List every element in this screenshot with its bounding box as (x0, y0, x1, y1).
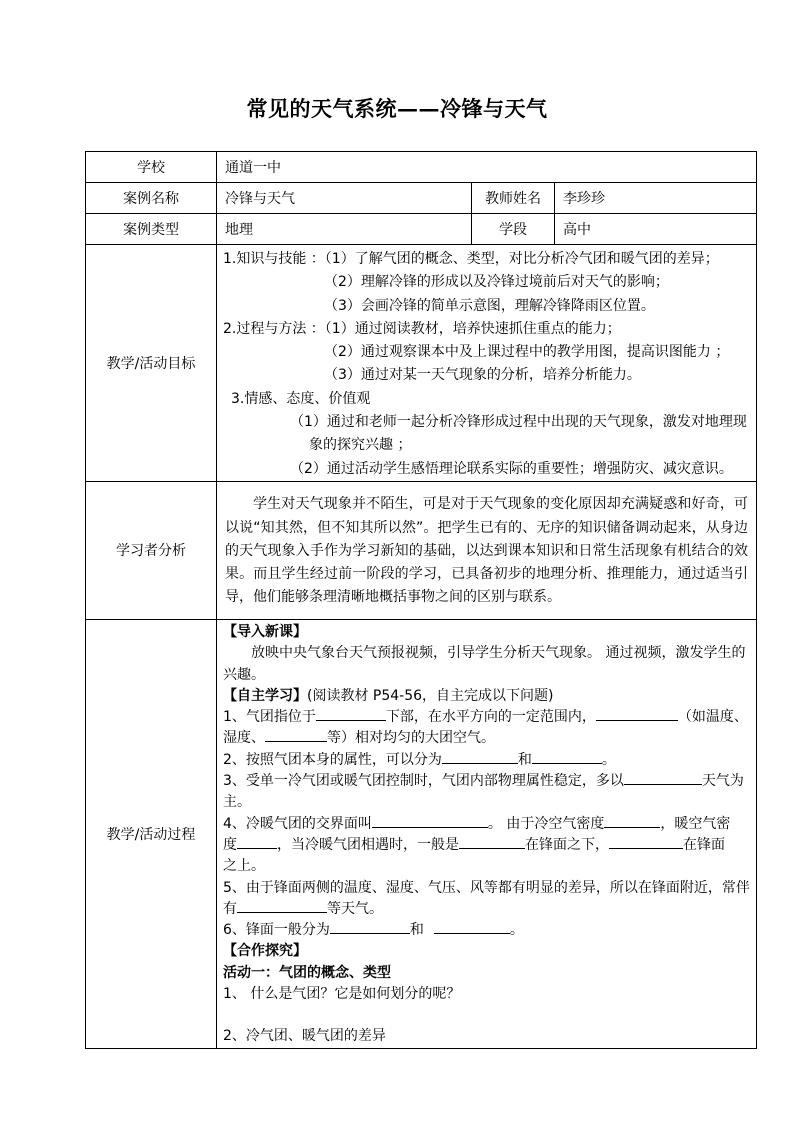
row-case-name (86, 183, 757, 214)
objective-line: （2）通过活动学生感悟理论联系实际的重要性；增强防灾、减灾意识。 (290, 460, 733, 477)
objective-line: 2.过程与方法 ：（1）通过阅读教材，培养快速抓住重点的能力； (223, 320, 621, 337)
row-case-type (86, 214, 757, 245)
objective-line: 象的探究兴趣 ； (309, 437, 412, 454)
case-type-label: 案例类型 (86, 214, 217, 245)
objective-line: （1）通过和老师一起分析冷锋形成过程中出现的天气现象，激发对地理现 (290, 414, 747, 431)
objective-line: （3）会画冷锋的简单示意图，理解冷锋降雨区位置。 (324, 297, 655, 314)
school-value: 通道一中 (217, 152, 757, 183)
case-name-label: 案例名称 (86, 183, 217, 214)
process-content (217, 619, 757, 1048)
process-label: 教学/活动过程 (86, 619, 217, 1048)
answer-blank[interactable] (624, 771, 702, 785)
question-1-cont: 湿度、 等）相对均匀的大团空气。 (223, 730, 495, 747)
intro-heading: 【导入新课】 (223, 623, 307, 640)
self-study-line (223, 686, 750, 707)
objective-line: 3.情感、态度、价值观 (231, 390, 371, 407)
objective-line: （3）通过对某一天气现象的分析，培养分析能力。 (324, 367, 641, 384)
objective-line: （2）通过观察课本中及上课过程中的教学用图，提高识图能力 ； (324, 344, 730, 361)
school-label: 学校 (86, 152, 217, 183)
case-name-value: 冷锋与天气 (217, 183, 472, 214)
teacher-name-label: 教师姓名 (472, 183, 555, 214)
question-2: 2、按照气团本身的属性，可以分为 和 。 (223, 751, 616, 768)
answer-blank[interactable] (442, 750, 518, 764)
question-4-end: 之上。 (223, 858, 265, 875)
objectives-label: 教学/活动目标 (86, 245, 217, 482)
answer-blank[interactable] (434, 920, 510, 934)
spacer (223, 1005, 750, 1026)
question-4: 4、冷暖气团的交界面叫 。 由于冷空气密度 ，暖空气密 (223, 815, 731, 832)
learner-paragraph: 学生对天气现象并不陌生，可是对于天气现象的变化原因却充满疑惑和好奇，可以说“知其然，但不知其所以然”。把学生已有的、无序的知识储备调动起来，从身边的天气现象入手作为学习新知的基础，以达到课本知识和日常生活现象有机结合的效果。而且学生经过前一阶段的学习，已具备初步的地理分析、推理能力，通过适当引导，他们能够条理清晰地概括事物之间的区别与联系。 (225, 496, 749, 606)
answer-blank[interactable] (316, 707, 386, 721)
row-school (86, 152, 757, 183)
answer-blank[interactable] (604, 814, 660, 828)
answer-blank[interactable] (265, 728, 327, 742)
question-6: 6、锋面一般分为 和 。 (223, 922, 524, 939)
lesson-plan-table (85, 151, 757, 1049)
objectives-content (217, 245, 757, 482)
learner-label: 学习者分析 (86, 481, 217, 619)
case-type-value: 地理 (217, 214, 472, 245)
objective-line: （2）理解冷锋的形成以及冷锋过境前后对天气的影响； (324, 274, 669, 291)
question-3: 3、受单一冷气团或暖气团控制时，气团内部物理属性稳定，多以 天气为 (223, 773, 744, 790)
question-4-cont: 度 ，当冷暖气团相遇时，一般是 在锋面之下， 在锋面 (223, 836, 725, 853)
teacher-name-value: 李珍珍 (555, 183, 757, 214)
question-5: 5、由于锋面两侧的温度、湿度、气压、风等都有明显的差异，所以在锋面附近，常伴 (223, 879, 750, 896)
row-process (86, 619, 757, 1048)
stage-label: 学段 (472, 214, 555, 245)
coop-heading: 【合作探究】 (223, 943, 307, 960)
learner-content (217, 481, 757, 619)
stage-value: 高中 (555, 214, 757, 245)
activity-question-1: 1、 什么是气团？它是如何划分的呢？ (223, 986, 461, 1003)
answer-blank[interactable] (532, 750, 602, 764)
question-5-cont: 有 等天气。 (223, 900, 383, 917)
activity-1-title: 活动一：气团的概念、类型 (223, 964, 391, 981)
question-3-cont: 主。 (223, 794, 251, 811)
answer-blank[interactable] (237, 899, 327, 913)
row-learner-analysis (86, 481, 757, 619)
answer-blank[interactable] (596, 707, 678, 721)
objective-line: 1.知识与技能 ：（1）了解气团的概念、类型，对比分析冷气团和暖气团的差异； (223, 251, 719, 267)
self-study-note: (阅读教材 P54-56，自主完成以下问题) (307, 687, 554, 704)
question-1: 1、气团指位于 下部，在水平方向的一定范围内， （如温度、 (223, 709, 748, 726)
row-objectives (86, 245, 757, 482)
self-study-heading: 【自主学习】 (223, 687, 307, 704)
answer-blank[interactable] (237, 835, 277, 849)
answer-blank[interactable] (372, 814, 488, 828)
intro-line: 兴趣。 (223, 666, 265, 683)
answer-blank[interactable] (609, 835, 683, 849)
page-title: 常见的天气系统——冷锋与天气 (246, 96, 548, 121)
activity-question-2: 2、冷气团、暖气团的差异 (223, 1028, 386, 1045)
answer-blank[interactable] (459, 835, 525, 849)
intro-line: 放映中央气象台天气预报视频，引导学生分析天气现象。 通过视频，激发学生的 (251, 645, 746, 662)
answer-blank[interactable] (330, 920, 410, 934)
